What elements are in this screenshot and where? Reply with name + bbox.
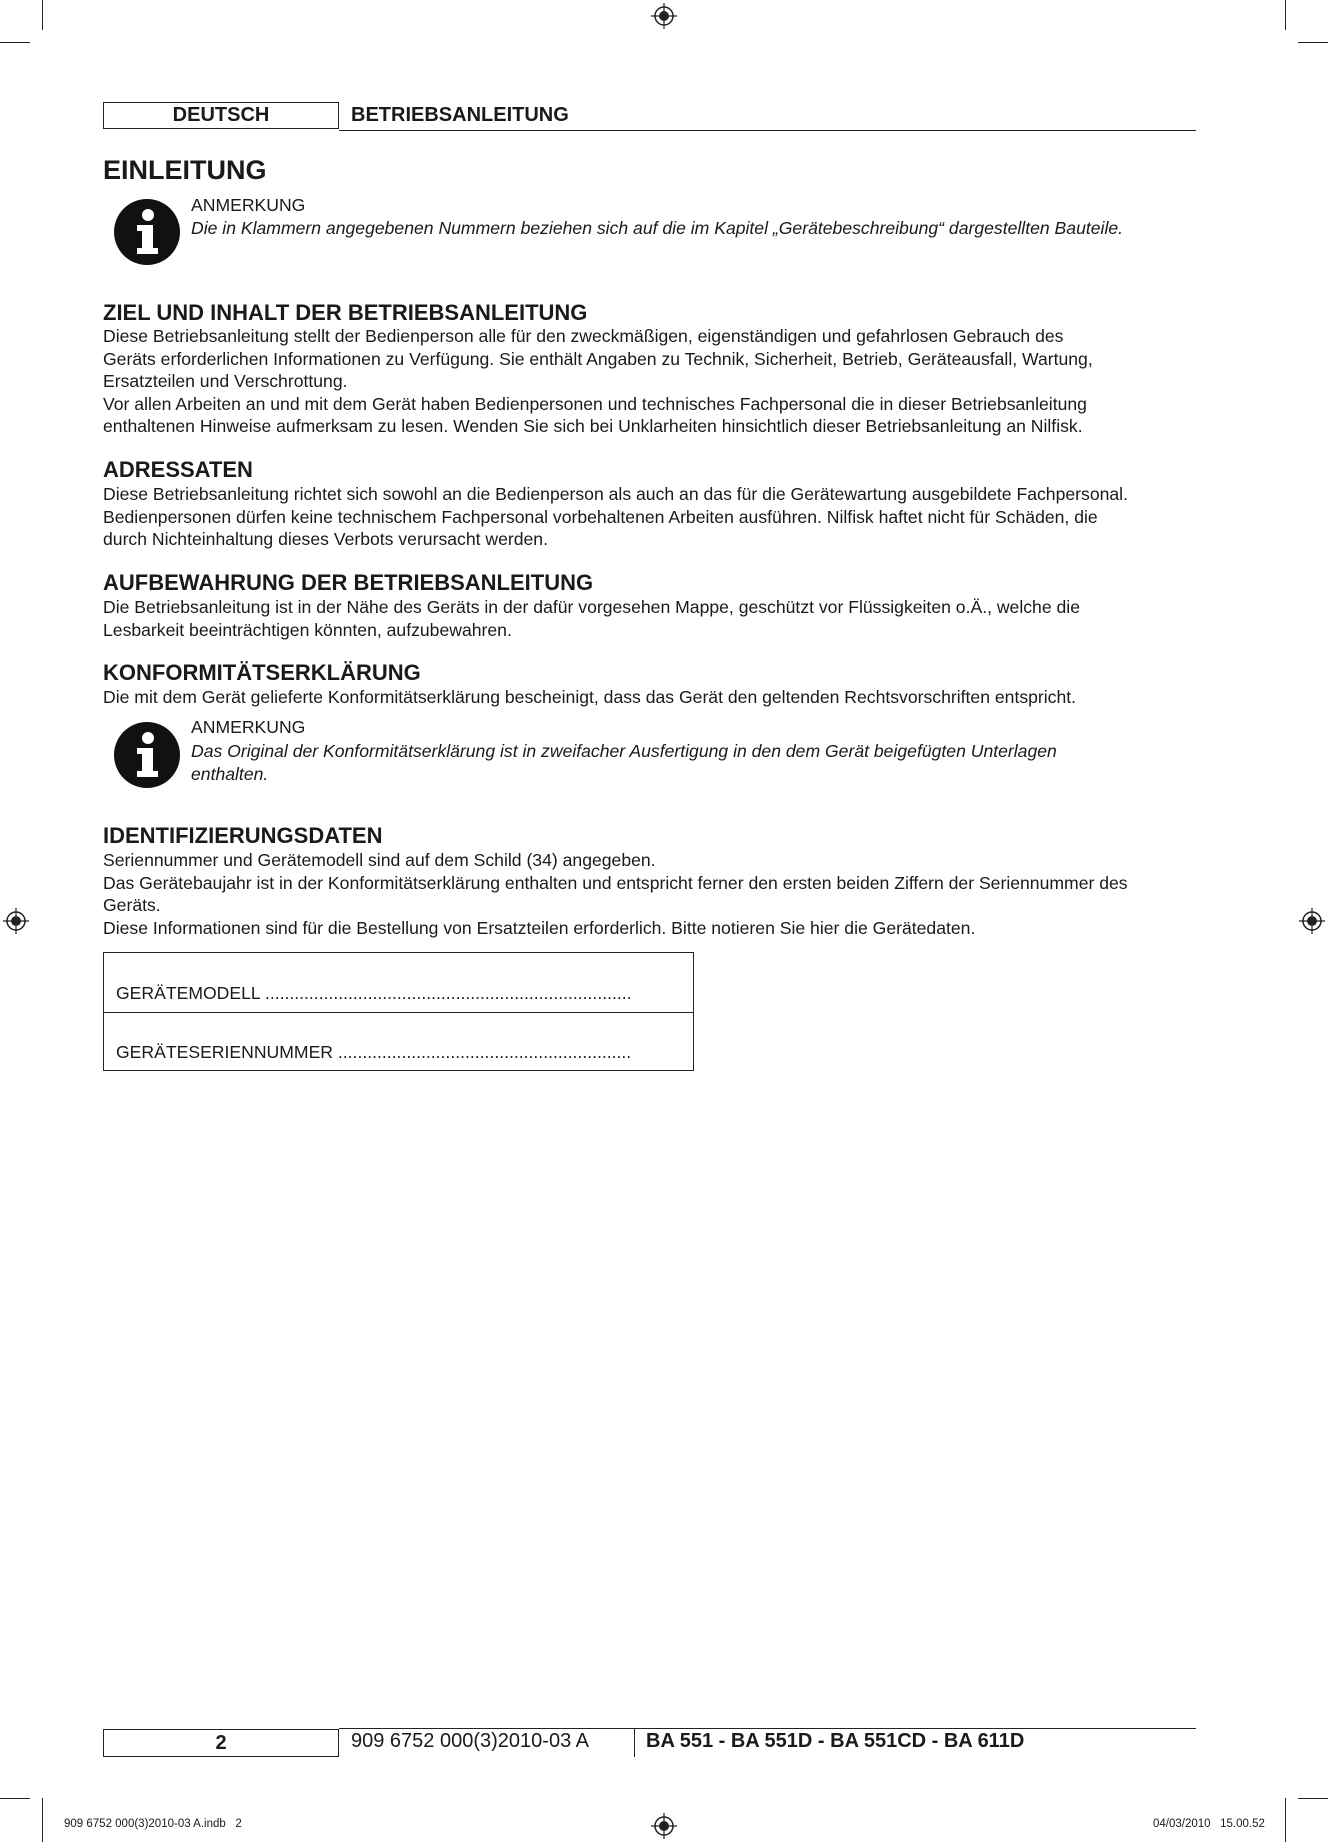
section-paragraph: Diese Betriebsanleitung richtet sich sowohl an die Bedienperson als auch an das für die Gerätewartung ausgebildete Fachpersonal. Bedienpersonen dürfen keine technischem Fachpersonal vorbehaltenen Arbeiten ausführen. Nilfisk haftet nicht für Schäden, die durch Nichteinhaltung dieses Verbots verursacht werden. (103, 484, 1128, 549)
header-rule (339, 130, 1196, 131)
crop-mark (42, 1798, 43, 1842)
footer-divider (634, 1729, 635, 1757)
section-heading: ADRESSATEN (103, 457, 253, 482)
model-field: GERÄTEMODELL ........................................................................... (116, 983, 632, 1003)
document-code: 909 6752 000(3)2010-03 A (351, 1730, 589, 1752)
section-paragraph: Seriennummer und Gerätemodell sind auf dem Schild (34) angegeben. Das Gerätebaujahr ist in der Konformitätserklärung enthalten und entspricht ferner den ersten beiden Ziffern der Seriennummer des Geräts. Diese Informationen sind für die Bestellung von Ersatzteilen erforderlich. Bitte notieren Sie hier die Gerätedaten. (103, 850, 1128, 938)
section-paragraph: Die mit dem Gerät gelieferte Konformitätserklärung bescheinigt, dass das Gerät den geltenden Rechtsvorschriften entspricht. (103, 687, 1077, 707)
section-heading: ZIEL UND INHALT DER BETRIEBSANLEITUNG (103, 300, 588, 325)
section-label: BETRIEBSANLEITUNG (351, 104, 569, 126)
info-icon (113, 721, 181, 789)
note-text: Das Original der Konformitätserklärung ist in zweifacher Ausfertigung in den dem Gerät beigefügten Unterlagen enthalten. (191, 741, 1057, 784)
crop-mark (1298, 1798, 1328, 1799)
section-paragraph: Die Betriebsanleitung ist in der Nähe des Geräts in der dafür vorgesehen Mappe, geschützt vor Flüssigkeiten o.Ä., welche die Lesbarkeit beeinträchtigen könnten, aufzubewahren. (103, 597, 1080, 640)
serial-field: GERÄTESERIENNUMMER ............................................................ (116, 1042, 632, 1062)
registration-mark-icon (650, 1812, 678, 1840)
section-heading: IDENTIFIZIERUNGSDATEN (103, 823, 383, 848)
section-paragraph: Diese Betriebsanleitung stellt der Bedienperson alle für den zweckmäßigen, eigenständigen und gefahrlosen Gebrauch des Geräts erforderlichen Informationen zu Verfügung. Sie enthält Angaben zu Technik, Sicherheit, Betrieb, Geräteausfall, Wartung, Ersatzteilen und Verschrottung. Vor allen Arbeiten an und mit dem Gerät haben Bedienpersonen und technisches Fachpersonal die in dieser Betriebsanleitung enthaltenen Hinweise aufmerksam zu lesen. Wenden Sie sich bei Unklarheiten hinsichtlich dieser Betriebsanleitung an Nilfisk. (103, 326, 1093, 436)
note-text: Die in Klammern angegebenen Nummern beziehen sich auf die im Kapitel „Gerätebeschreibung“ dargestellten Bauteile. (191, 218, 1124, 238)
model-list: BA 551 - BA 551D - BA 551CD - BA 611D (646, 1730, 1025, 1752)
crop-mark (1285, 1798, 1286, 1842)
device-data-table (103, 952, 694, 1071)
page-title: EINLEITUNG (103, 155, 267, 185)
page-number: 2 (103, 1729, 339, 1757)
section-heading: AUFBEWAHRUNG DER BETRIEBSANLEITUNG (103, 570, 594, 595)
crop-mark (0, 1798, 30, 1799)
note-label: ANMERKUNG (191, 717, 306, 737)
language-label: DEUTSCH (103, 102, 339, 129)
registration-mark-icon (2, 907, 30, 935)
slug-file: 909 6752 000(3)2010-03 A.indb 2 (64, 1818, 242, 1830)
crop-mark (42, 0, 43, 30)
slug-datetime: 04/03/2010 15.00.52 (1153, 1818, 1265, 1830)
registration-mark-icon (650, 2, 678, 30)
crop-mark (1285, 0, 1286, 30)
footer-rule (339, 1728, 1196, 1729)
crop-mark (0, 42, 30, 43)
section-heading: KONFORMITÄTSERKLÄRUNG (103, 660, 421, 685)
registration-mark-icon (1298, 907, 1326, 935)
crop-mark (1298, 42, 1328, 43)
table-divider (104, 1012, 693, 1013)
info-icon (113, 198, 181, 266)
note-label: ANMERKUNG (191, 195, 306, 215)
